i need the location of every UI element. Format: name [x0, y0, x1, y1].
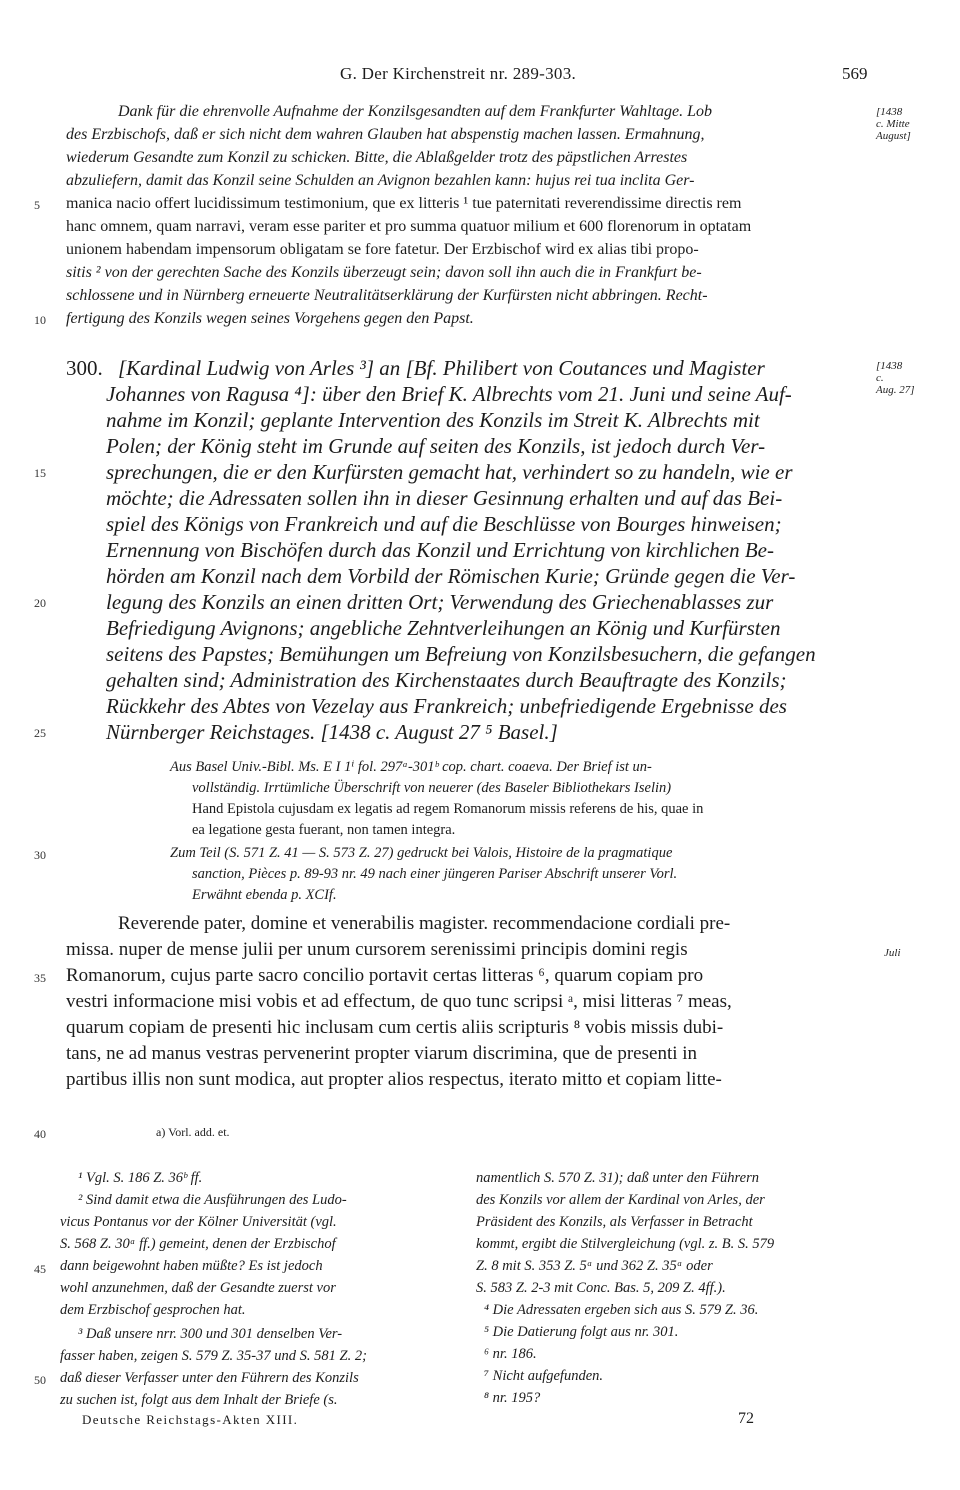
- intro-margin-note: [1438 c. Mitte August]: [876, 106, 911, 142]
- footnote-line: zu suchen ist, folgt aus dem Inhalt der Briefe (s.: [60, 1392, 338, 1408]
- line-number: 30: [34, 848, 46, 862]
- footnote-line: namentlich S. 570 Z. 31); daß unter den Führern: [476, 1170, 759, 1186]
- footnote-line: S. 583 Z. 2-3 mit Conc. Bas. 5, 209 Z. 4ff.).: [476, 1280, 726, 1296]
- line-number: 20: [34, 596, 46, 610]
- sheet-signature: 72: [738, 1410, 754, 1427]
- series-title: Deutsche Reichstags-Akten XIII.: [82, 1412, 299, 1427]
- footnote-line: ⁴ Die Adressaten ergeben sich aus S. 579 Z. 36.: [484, 1302, 759, 1318]
- footnote-line: dem Erzbischof gesprochen hat.: [60, 1302, 246, 1318]
- footnote-line: ² Sind damit etwa die Ausführungen des Ludo-: [78, 1192, 347, 1208]
- body-line: partibus illis non sunt modica, aut propter alios respectus, iterato mitto et copiam litte-: [66, 1069, 722, 1090]
- footnote-line: Präsident des Konzils, als Verfasser in Betracht: [476, 1214, 753, 1230]
- footnote-line: fasser haben, zeigen S. 579 Z. 35-37 und S. 581 Z. 2;: [60, 1348, 367, 1364]
- footnote-line: ⁵ Die Datierung folgt aus nr. 301.: [484, 1324, 679, 1340]
- line-number: 35: [34, 971, 46, 985]
- heading-line: seitens des Papstes; Bemühungen um Befreiung von Konzilsbesuchern, die gefangen: [106, 642, 816, 666]
- intro-line: wiederum Gesandte zum Konzil zu schicken. Bitte, die Ablaßgelder trotz des päpstlichen Arrestes: [66, 149, 688, 166]
- line-number: 10: [34, 313, 46, 327]
- footnote-line: kommt, ergibt die Stilvergleichung (vgl. z. B. S. 579: [476, 1236, 775, 1252]
- intro-line: abzuliefern, damit das Konzil seine Schulden an Avignon bezahlen kann: hujus rei tua inclita Ger-: [66, 172, 695, 189]
- running-header: [0, 64, 960, 88]
- body-margin-note: Juli: [884, 947, 901, 959]
- source-line: Hand Epistola cujusdam ex legatis ad regem Romanorum missis referens de his, quae in: [192, 801, 704, 817]
- heading-line: möchte; die Adressaten sollen ihn in dieser Gesinnung erhalten und auf das Bei-: [106, 486, 783, 510]
- heading-line: nahme im Konzil; geplante Intervention des Konzils im Streit K. Albrechts mit: [106, 408, 760, 432]
- footnote-line: ¹ Vgl. S. 186 Z. 36ᵇ ff.: [78, 1170, 203, 1186]
- body-line: tans, ne ad manus vestras pervenerint propter viarum discrimina, que de presenti in: [66, 1043, 698, 1064]
- body-line: vestri informacione misi vobis et ad effectum, de quo tunc scripsi ᵃ, misi litteras ⁷ meas,: [66, 991, 732, 1012]
- heading-line: legung des Konzils an einen dritten Ort; Verwendung des Griechenablasses zur: [106, 590, 774, 614]
- running-title: G. Der Kirchenstreit nr. 289-303.: [340, 64, 577, 83]
- footnote-line: wohl anzunehmen, daß der Gesandte zuerst vor: [60, 1280, 336, 1296]
- heading-line: Rückkehr des Abtes von Vezelay aus Frankreich; unbefriedigende Ergebnisse des: [106, 694, 787, 718]
- heading-line: Polen; der König steht im Grunde auf seiten des Konzils, ist jedoch durch Ver-: [106, 434, 766, 458]
- heading-line: Johannes von Ragusa ⁴]: über den Brief K. Albrechts vom 21. Juni und seine Auf-: [106, 382, 792, 406]
- footnote-line: ³ Daß unsere nrr. 300 und 301 denselben Ver-: [78, 1326, 343, 1342]
- line-number: 15: [34, 466, 46, 480]
- intro-line: sitis ² von der gerechten Sache des Konzils überzeugt sein; davon soll ihn auch die in Frankfurt be-: [66, 264, 702, 281]
- body-line: Reverende pater, domine et venerabilis magister. recommendacione cordiali pre-: [118, 913, 731, 934]
- body-line: quarum copiam de presenti hic inclusam cum certis aliis scripturis ⁸ vobis missis dubi-: [66, 1017, 724, 1038]
- page-number: 569: [842, 64, 868, 83]
- footnote-line: Z. 8 mit S. 353 Z. 5ᵃ und 362 Z. 35ᵃ oder: [476, 1258, 713, 1274]
- intro-line: schlossene und in Nürnberg erneuerte Neutralitätserklärung der Kurfürsten nicht abbringen. Recht-: [66, 287, 708, 304]
- body-line: missa. nuper de mense julii per unum cursorem serenissimi principis domini regis: [66, 939, 688, 960]
- line-number: 25: [34, 726, 46, 740]
- body-line: Romanorum, cujus parte sacro concilio portavit certas litteras ⁶, quarum copiam pro: [66, 965, 704, 986]
- heading-line: sprechungen, die er den Kurfürsten gemacht hat, verhindert so zu handeln, wie er: [106, 460, 793, 484]
- line-number: 5: [34, 198, 40, 212]
- heading-line: spiel des Königs von Frankreich und auf die Beschlüsse von Bourges hinweisen;: [106, 512, 782, 536]
- source-line: ea legatione gesta fuerant, non tamen integra.: [192, 822, 456, 838]
- line-number: 45: [34, 1262, 46, 1276]
- intro-line: des Erzbischofs, daß er sich nicht dem wahren Glauben hat abspenstig machen lassen. Ermahnung,: [66, 126, 705, 143]
- variant-note: a) Vorl. add. et.: [156, 1125, 230, 1139]
- intro-line: hanc omnem, quam narravi, veram esse pariter et pro summa quatuor milium et 600 florenorum in optatam: [66, 218, 752, 235]
- heading-line: gehalten sind; Administration des Kirchenstaates durch Beauftragte des Konzils;: [106, 668, 787, 692]
- footnote-line: dann beigewohnt haben müßte? Es ist jedoch: [60, 1258, 323, 1274]
- footnote-line: daß dieser Verfasser unter den Führern des Konzils: [60, 1370, 359, 1386]
- footnote-line: vicus Pontanus vor der Kölner Universität (vgl.: [60, 1214, 337, 1230]
- doc300-margin-note: [1438 c. Aug. 27]: [876, 360, 915, 396]
- heading-line: Befriedigung Avignons; angebliche Zehntverleihungen an König und Kurfürsten: [106, 616, 781, 640]
- footnote-line: des Konzils vor allem der Kardinal von Arles, der: [476, 1192, 765, 1208]
- line-number: 40: [34, 1127, 46, 1141]
- doc-number: 300.: [66, 356, 103, 380]
- footnote-line: ⁸ nr. 195?: [484, 1390, 541, 1406]
- intro-line: unionem habendam impensorum obligatam se fore fatetur. Der Erzbischof wird ex alias tibi propo-: [66, 241, 699, 258]
- footnote-line: ⁶ nr. 186.: [484, 1346, 537, 1362]
- source-line: Erwähnt ebenda p. XCIf.: [192, 887, 337, 903]
- footnote-line: S. 568 Z. 30ᵃ ff.) gemeint, denen der Erzbischof: [60, 1236, 336, 1252]
- heading-line: Nürnberger Reichstages. [1438 c. August 27 ⁵ Basel.]: [106, 720, 558, 744]
- intro-line: Dank für die ehrenvolle Aufnahme der Konzilsgesandten auf dem Frankfurter Wahltage. Lob: [118, 103, 713, 120]
- source-line: vollständig. Irrtümliche Überschrift von neuerer (des Baseler Bibliothekars Iselin): [192, 780, 672, 796]
- intro-line: fertigung des Konzils wegen seines Vorgehens gegen den Papst.: [66, 310, 474, 327]
- heading-line: hörden am Konzil nach dem Vorbild der Römischen Kurie; Gründe gegen die Ver-: [106, 564, 796, 588]
- line-number: 50: [34, 1373, 46, 1387]
- source-line: Zum Teil (S. 571 Z. 41 — S. 573 Z. 27) gedruckt bei Valois, Histoire de la pragmatique: [170, 845, 673, 861]
- intro-line: manica nacio offert lucidissimum testimonium, que ex litteris ¹ tue paternitati reverendissime directis rem: [66, 195, 742, 212]
- heading-line: [Kardinal Ludwig von Arles ³] an [Bf. Philibert von Coutances und Magister: [118, 356, 765, 380]
- heading-line: Ernennung von Bischöfen durch das Konzil und Errichtung von kirchlichen Be-: [106, 538, 774, 562]
- footnote-line: ⁷ Nicht aufgefunden.: [484, 1368, 604, 1384]
- source-line: Aus Basel Univ.-Bibl. Ms. E I 1ⁱ fol. 297ᵃ-301ᵇ cop. chart. coaeva. Der Brief ist un-: [170, 759, 652, 775]
- source-line: sanction, Pièces p. 89-93 nr. 49 nach einer jüngeren Pariser Abschrift unserer Vorl.: [192, 866, 678, 882]
